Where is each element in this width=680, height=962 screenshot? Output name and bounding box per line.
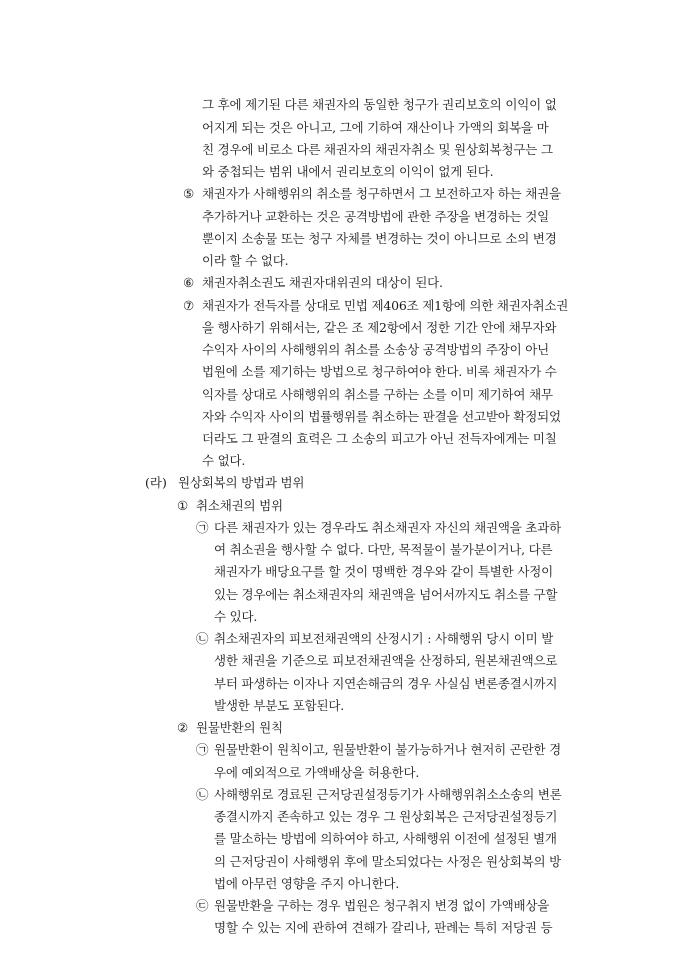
- section-heading: 원상회복의 방법과 범위: [178, 475, 305, 490]
- item-marker: ⑦: [183, 298, 195, 313]
- text-line: 뿐이지 소송물 또는 청구 자체를 변경하는 것이 아니므로 소의 변경: [202, 231, 557, 246]
- item-marker: ㉠: [196, 742, 209, 757]
- text-line: 의 근저당권이 사해행위 후에 말소되었다는 사정은 원상회복의 방: [214, 854, 562, 869]
- text-line: 추가하거나 교환하는 것은 공격방법에 관한 주장을 변경하는 것일: [202, 209, 550, 224]
- subsection-marker: ①: [177, 498, 189, 513]
- text-line: 채권자가 사해행위의 취소를 청구하면서 그 보전하고자 하는 채권을: [202, 186, 561, 201]
- text-line: 종결시까지 존속하고 있는 경우 그 원상회복은 근저당권설정등기: [214, 809, 558, 824]
- text-line: 발생한 부분도 포함된다.: [214, 698, 345, 713]
- text-line: 사해행위로 경료된 근저당권설정등기가 사해행위취소소송의 변론: [214, 787, 562, 802]
- text-line: 친 경우에 비로소 다른 채권자의 채권자취소 및 원상회복청구는 그: [202, 142, 553, 157]
- text-line: 부터 파생하는 이자나 지연손해금의 경우 사실심 변론종결시까지: [214, 676, 558, 691]
- text-line: 원물반환이 원칙이고, 원물반환이 불가능하거나 현저히 곤란한 경: [214, 742, 562, 757]
- text-line: 채권자취소권도 채권자대위권의 대상이 된다.: [202, 275, 443, 290]
- text-line: 생한 채권을 기준으로 피보전채권액을 산정하되, 원본채권액으로: [214, 653, 558, 668]
- text-line: 자와 수익자 사이의 법률행위를 취소하는 판결을 선고받아 확정되었: [202, 409, 561, 424]
- text-line: 수익자 사이의 사해행위의 취소를 소송상 공격방법의 주장이 아닌: [202, 342, 550, 357]
- section-marker: (라): [145, 475, 167, 490]
- item-marker: ㉡: [196, 787, 209, 802]
- item-marker: ㉠: [196, 520, 209, 535]
- text-line: 원물반환을 구하는 경우 법원은 청구취지 변경 없이 가액배상을: [214, 898, 550, 913]
- text-line: 와 중첩되는 범위 내에서 권리보호의 이익이 없게 된다.: [202, 164, 494, 179]
- text-line: 법원에 소를 제기하는 방법으로 청구하여야 한다. 비록 채권자가 수: [202, 364, 557, 379]
- text-line: 어지게 되는 것은 아니고, 그에 기하여 재산이나 가액의 회복을 마: [202, 120, 549, 135]
- subsection-marker: ②: [177, 720, 189, 735]
- text-line: 더라도 그 판결의 효력은 그 소송의 피고가 아닌 전득자에게는 미칠: [202, 431, 557, 446]
- item-marker: ⑤: [183, 186, 195, 201]
- item-marker: ㉡: [196, 631, 209, 646]
- text-line: 을 행사하기 위해서는, 같은 조 제2항에서 정한 기간 안에 채무자와: [202, 320, 557, 335]
- text-line: 를 말소하는 방법에 의하여야 하고, 사해행위 이전에 설정된 별개: [214, 831, 557, 846]
- text-line: 익자를 상대로 사해행위의 취소를 구하는 소를 이미 제기하여 채무: [202, 387, 553, 402]
- item-marker: ㉢: [196, 898, 209, 913]
- text-line: 채권자가 배당요구를 할 것이 명백한 경우와 같이 특별한 사정이: [214, 564, 553, 579]
- text-line: 여 취소권을 행사할 수 없다. 다만, 목적물이 불가분이거나, 다른: [214, 542, 553, 557]
- text-line: 우에 예외적으로 가액배상을 허용한다.: [214, 765, 420, 780]
- item-marker: ⑥: [183, 275, 195, 290]
- text-line: 이라 할 수 없다.: [202, 253, 289, 268]
- subsection-heading: 원물반환의 원칙: [196, 720, 283, 735]
- text-line: 수 없다.: [202, 453, 246, 468]
- subsection-heading: 취소채권의 범위: [196, 498, 283, 513]
- text-line: 있는 경우에는 취소채권자의 채권액을 넘어서까지도 취소를 구할: [214, 587, 558, 602]
- text-line: 다른 채권자가 있는 경우라도 취소채권자 자신의 채권액을 초과하: [214, 520, 562, 535]
- text-line: 채권자가 전득자를 상대로 민법 제406조 제1항에 의한 채권자취소권: [202, 298, 569, 313]
- text-line: 법에 아무런 영향을 주지 아니한다.: [214, 876, 400, 891]
- text-line: 그 후에 제기된 다른 채권자의 동일한 청구가 권리보호의 이익이 없: [202, 97, 557, 112]
- text-line: 취소채권자의 피보전채권액의 산정시기 : 사해행위 당시 이미 발: [214, 631, 554, 646]
- text-line: 명할 수 있는 지에 관하여 견해가 갈리나, 판례는 특히 저당권 등: [214, 920, 553, 935]
- text-line: 수 있다.: [214, 609, 258, 624]
